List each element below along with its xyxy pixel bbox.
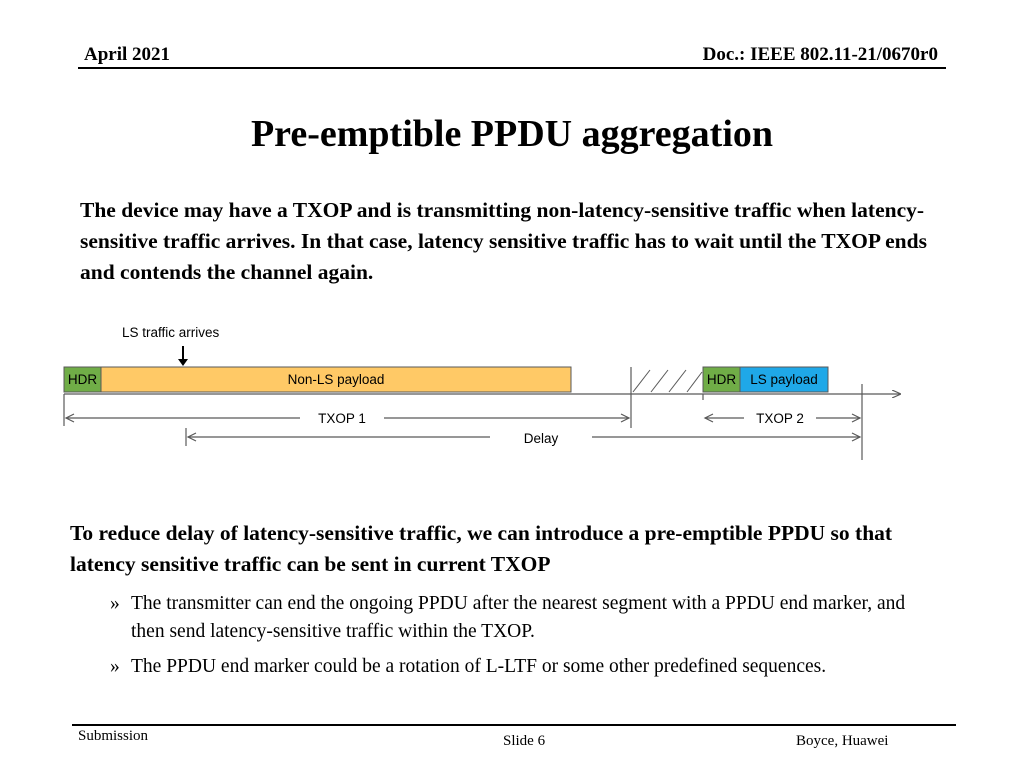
list-item (110, 653, 940, 681)
bullet-marker: » (110, 593, 120, 614)
list-item (110, 590, 940, 646)
header-date: April 2021 (84, 44, 171, 65)
bullet-marker: » (110, 656, 120, 677)
footer-author: Boyce, Huawei (796, 733, 889, 749)
slide-title: Pre-emptible PPDU aggregation (250, 113, 774, 155)
footer-divider (72, 724, 956, 726)
ls-arrival-label: LS traffic arrives (122, 325, 220, 340)
contention-hatch (633, 370, 702, 392)
bullet-text: The transmitter can end the ongoing PPDU after the nearest segment with a PPDU end marker, and then send latency-sensitive traffic within the TXOP. (131, 593, 906, 642)
footer-submission: Submission (78, 728, 149, 744)
header-doc-id: Doc.: IEEE 802.11-21/0670r0 (702, 44, 938, 65)
delay-label: Delay (523, 431, 559, 446)
proposal-paragraph: To reduce delay of latency-sensitive traffic, we can introduce a pre-emptible PPDU so that latency sensitive traffic can be sent in current TXOP (70, 521, 893, 576)
bullet-text: The PPDU end marker could be a rotation of L-LTF or some other predefined sequences. (131, 656, 827, 677)
non-ls-payload-label: Non-LS payload (287, 372, 385, 387)
bullet-list (110, 590, 940, 688)
txop2-label: TXOP 2 (756, 411, 804, 426)
hdr-block-1-label: HDR (67, 372, 98, 387)
txop1-label: TXOP 1 (318, 411, 366, 426)
ls-arrival-arrowhead (178, 359, 188, 366)
hdr-block-2-label: HDR (706, 372, 737, 387)
ls-payload-label: LS payload (750, 372, 818, 387)
footer-slide-number: Slide 6 (503, 733, 546, 749)
intro-paragraph: The device may have a TXOP and is transmitting non-latency-sensitive traffic when latency-sensitive traffic arrives. In that case, latency sensitive traffic has to wait until the TXOP ends and contends the channel again. (80, 198, 927, 284)
